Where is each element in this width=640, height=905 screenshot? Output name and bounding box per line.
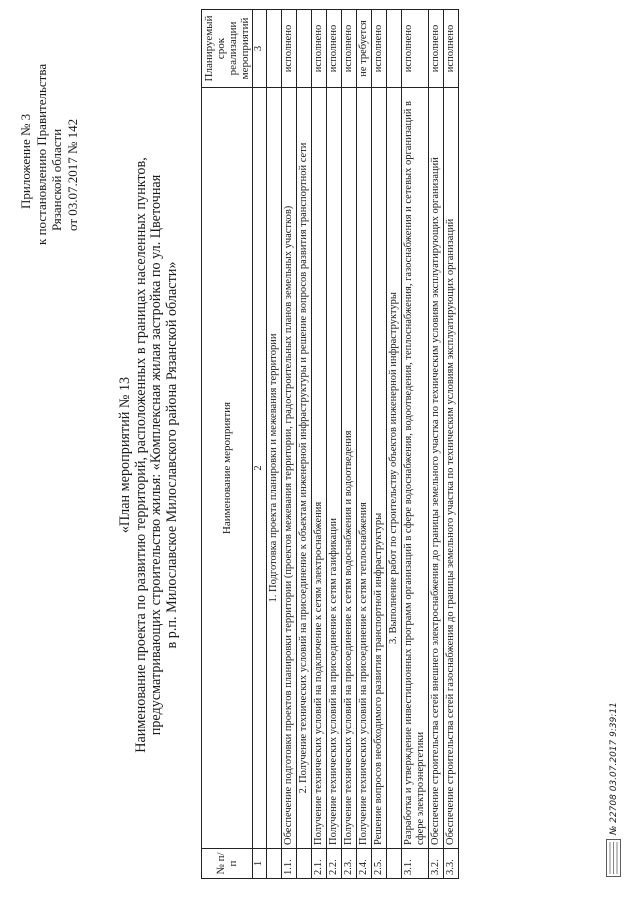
row-term: исполнено bbox=[282, 10, 297, 88]
index-cell: 3 bbox=[253, 10, 267, 88]
header-num: № п/п bbox=[202, 849, 253, 879]
section-title: 3. Выполнение работ по строительству объектов инженерной инфраструктуры bbox=[387, 88, 402, 849]
row-num: 3.1. bbox=[402, 849, 429, 879]
table-row bbox=[429, 10, 444, 879]
table-row bbox=[444, 10, 459, 879]
index-cell: 2 bbox=[253, 88, 267, 849]
section-row bbox=[267, 10, 282, 879]
row-term: исполнено bbox=[342, 10, 357, 88]
header-term: Планируемый срок реализации мероприятий bbox=[202, 10, 253, 88]
row-term: исполнено bbox=[312, 10, 327, 88]
row-name: Разработка и утверждение инвестиционных программ организаций в сфере водоснабжения, водоотведения, теплоснабжения, газоснабжения и сетевых организаций в сфере электроэнергетики bbox=[402, 88, 429, 849]
row-term: исполнено bbox=[429, 10, 444, 88]
row-num: 3.3. bbox=[444, 849, 459, 879]
title-plan-number: «План мероприятий № 13 bbox=[117, 376, 133, 534]
table-index-row bbox=[253, 10, 267, 879]
header-name: Наименование мероприятия bbox=[202, 88, 253, 849]
appendix-decree: к постановлению Правительства bbox=[33, 63, 49, 245]
row-num: 3.2. bbox=[429, 849, 444, 879]
appendix-date: от 03.07.2017 № 142 bbox=[64, 118, 80, 231]
plan-table bbox=[201, 9, 459, 879]
table-row bbox=[402, 10, 429, 879]
row-name: Обеспечение строительства сетей газоснабжения до границы земельного участка по техническим условиям эксплуатирующих организаций bbox=[444, 88, 459, 849]
row-name: Получение технических условий на присоединение к сетям теплоснабжения bbox=[357, 88, 372, 849]
row-num: 2.5. bbox=[372, 849, 387, 879]
row-term: исполнено bbox=[444, 10, 459, 88]
title-project-location: в р.п. Милославское Милославского района Рязанской области» bbox=[163, 261, 180, 649]
table-row bbox=[282, 10, 297, 879]
section-title: 2. Получение технических условий на присоединение к объектам инженерной инфраструктуры и решение вопросов развития транспортной сети bbox=[297, 88, 312, 849]
row-name: Получение технических условий на подключение к сетям электроснабжения bbox=[312, 88, 327, 849]
row-term: исполнено bbox=[327, 10, 342, 88]
table-row bbox=[372, 10, 387, 879]
registration-stamp-icon bbox=[606, 839, 621, 877]
table-row bbox=[312, 10, 327, 879]
row-term: не требуется bbox=[357, 10, 372, 88]
row-num: 2.1. bbox=[312, 849, 327, 879]
row-num: 2.3. bbox=[342, 849, 357, 879]
section-row bbox=[387, 10, 402, 879]
row-name: Обеспечение строительства сетей внешнего электроснабжения до границы земельного участка по техническим условиям эксплуатирующих организаций bbox=[429, 88, 444, 849]
title-project-desc: предусматривающих строительство жилья: «Комплексная жилая застройка по ул. Цветочная bbox=[148, 174, 164, 736]
row-term: исполнено bbox=[372, 10, 387, 88]
table-row bbox=[342, 10, 357, 879]
registration-stamp-text: № 22708 03.07.2017 9:39:11 bbox=[609, 702, 619, 835]
row-term: исполнено bbox=[402, 10, 429, 88]
row-name: Обеспечение подготовки проектов планировки территории (проектов межевания территории, градостроительных планов земельных участков) bbox=[282, 88, 297, 849]
appendix-region: Рязанской области bbox=[49, 128, 64, 231]
row-name: Получение технических условий на присоединение к сетям газификации bbox=[327, 88, 342, 849]
document-title bbox=[118, 45, 180, 865]
section-row bbox=[297, 10, 312, 879]
index-cell: 1 bbox=[253, 849, 267, 879]
row-name: Получение технических условий на присоединение к сетям водоснабжения и водоотведения bbox=[342, 88, 357, 849]
table-row bbox=[357, 10, 372, 879]
table-header-row bbox=[202, 10, 253, 879]
title-project-name: Наименование проекта по развитию территорий, расположенных в границах населенных пунктов, bbox=[132, 157, 149, 753]
row-num: 1.1. bbox=[282, 849, 297, 879]
appendix-block bbox=[18, 25, 80, 245]
table-row bbox=[327, 10, 342, 879]
row-num: 2.4. bbox=[357, 849, 372, 879]
appendix-number: Приложение № 3 bbox=[18, 113, 33, 209]
row-name: Решение вопросов необходимого развития транспортной инфраструктуры bbox=[372, 88, 387, 849]
section-title: 1. Подготовка проекта планировки и межевания территории bbox=[267, 88, 282, 849]
row-num: 2.2. bbox=[327, 849, 342, 879]
